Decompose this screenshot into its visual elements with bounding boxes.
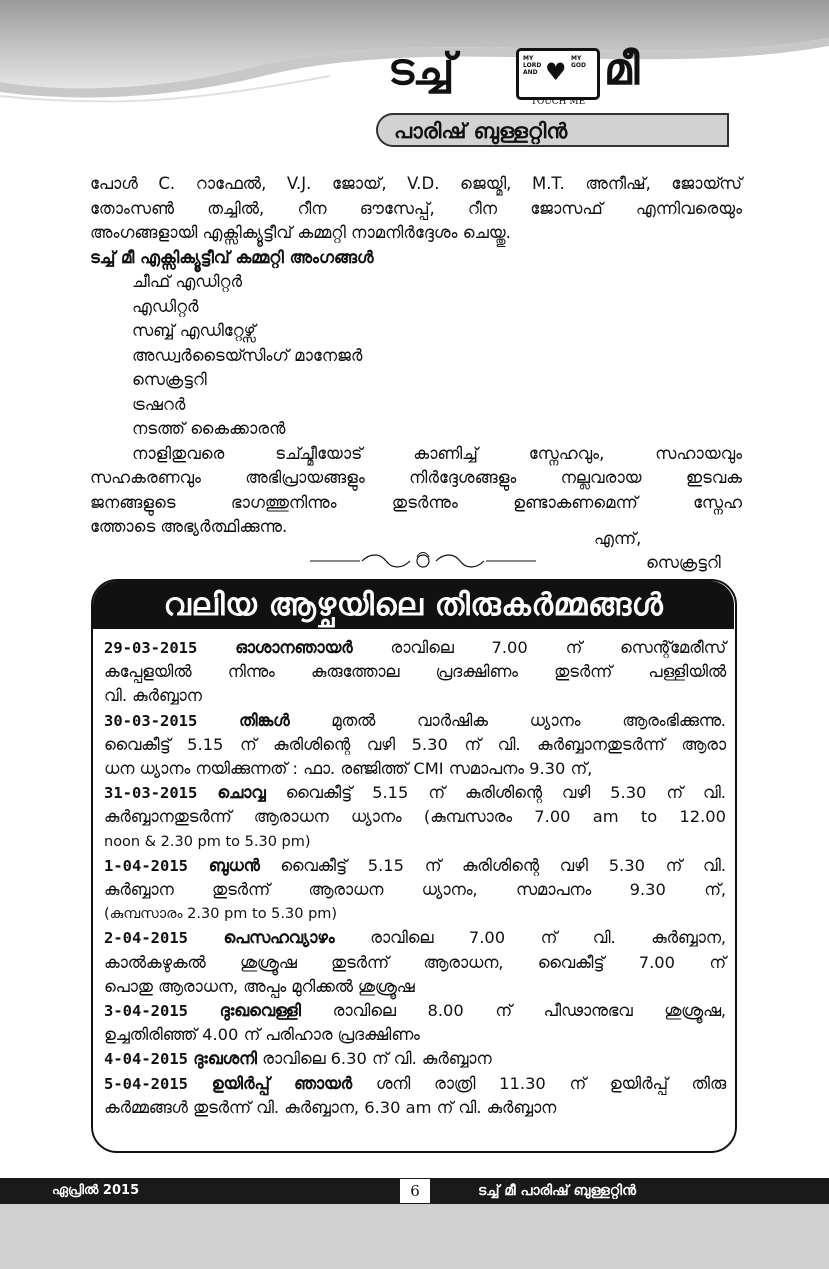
event-text: ശനി രാത്രി 11.30 ന് ഉയിർപ്പ് തിരു bbox=[375, 1073, 726, 1093]
intro-line: തോംസൺ തച്ചിൽ, റീന ഔസേപ്പ്, റീന ജോസഫ് എന്നിവരെയും bbox=[90, 198, 742, 218]
bottom-margin-band bbox=[0, 1204, 829, 1269]
logo-text-me: മീ bbox=[604, 44, 640, 95]
event-day: ദുഃഖശനി bbox=[193, 1049, 257, 1069]
role-item: ചീഫ് എഡിറ്റർ bbox=[132, 272, 243, 291]
event-line: വൈകീട്ട് 5.15 ന് കുരിശിന്റെ വഴി 5.30 ന് വി. കുർബ്ബാനതുടർന്ന് ആരാ bbox=[104, 734, 726, 754]
event-line: കുർബ്ബാന തുടർന്ന് ആരാധന ധ്യാനം, സമാപനം 9.30 ന്, bbox=[104, 880, 726, 900]
event-day: ഓശാനഞായർ bbox=[235, 638, 353, 657]
event-line: വി. കുർബ്ബാന bbox=[104, 686, 202, 706]
event-date: 30-03-2015 bbox=[104, 711, 198, 730]
committee-section bbox=[90, 172, 742, 540]
bulletin-subtitle: പാരിഷ് ബുള്ളറ്റിൻ bbox=[394, 119, 568, 143]
emblem-text-left: MY LORD AND bbox=[523, 55, 542, 76]
role-item: നടത്ത് കൈക്കാരൻ bbox=[132, 419, 286, 438]
event-line: കാൽകഴുകൽ ശുശ്രൂഷ തുടർന്ന് ആരാധന, വൈകീട്ട് 7.00 ന് bbox=[104, 952, 726, 972]
logo-text-touch: ടച്ച് bbox=[388, 44, 454, 95]
holy-week-events bbox=[104, 636, 726, 1120]
event-day: തിങ്കൾ bbox=[239, 710, 290, 730]
event-text: വൈകീട്ട് 5.15 ന് കുരിശിന്റെ വഴി 5.30 ന് വി. bbox=[280, 855, 726, 875]
event-day: പെസഹവ്യാഴം bbox=[223, 928, 335, 948]
event-line bbox=[104, 1047, 726, 1071]
event-line bbox=[104, 781, 726, 805]
thanks-line: ത്തോടെ അഭ്യർത്ഥിക്കുന്നു. bbox=[90, 517, 288, 536]
event-line: കപ്പേളയിൽ നിന്നും കുരുത്തോല പ്രദക്ഷിണം തുടർന്ന് പള്ളിയിൽ bbox=[104, 662, 726, 682]
event-line: കുർബ്ബാനതുടർന്ന് ആരാധന ധ്യാനം (കുമ്പസാരം 7.00 am to 12.00 bbox=[104, 807, 726, 827]
signoff-text: എന്ന്, bbox=[594, 529, 642, 548]
page-number: 6 bbox=[400, 1179, 430, 1203]
event-date: 31-03-2015 bbox=[104, 784, 198, 803]
role-item: എഡിറ്റർ bbox=[132, 296, 199, 316]
event-line bbox=[104, 926, 726, 950]
event-day: ഉയിർപ്പ് ഞായർ bbox=[211, 1073, 353, 1093]
event-line bbox=[104, 1072, 726, 1096]
logo-tagline: TOUCH ME bbox=[530, 97, 586, 107]
event-date: 2-04-2015 bbox=[104, 929, 188, 948]
bible-heart-emblem bbox=[516, 48, 600, 100]
event-day: ചൊവ്വ bbox=[217, 783, 266, 803]
footer-date: ഏപ്രിൽ 2015 bbox=[52, 1183, 140, 1198]
footer-publication-title: ടച്ച് മീ പാരിഷ് ബുള്ളറ്റിൻ bbox=[478, 1183, 636, 1199]
event-line: പൊതു ആരാധന, അപ്പം മുറിക്കൽ ശുശ്രൂഷ bbox=[104, 976, 415, 996]
ornament-divider bbox=[310, 551, 536, 571]
page-footer bbox=[0, 1178, 829, 1204]
event-text: രാവിലെ 6.30 ന് വി. കുർബ്ബാന bbox=[262, 1049, 492, 1069]
heart-icon: ♥ bbox=[545, 58, 567, 86]
role-item: സബ്ബ് എഡിറ്റേഴ്സ് bbox=[132, 321, 256, 340]
committee-heading: ടച്ച് മീ എക്സിക്യൂട്ടീവ് കമ്മറ്റി അംഗങ്ങൾ bbox=[90, 247, 374, 267]
thanks-line: നാളിതുവരെ ടച്ച്മീയോട് കാണിച്ച് സ്നേഹവും, സഹായവും bbox=[132, 443, 742, 463]
event-line: ഉച്ചതിരിഞ്ഞ് 4.00 ന് പരിഹാര പ്രദക്ഷിണം bbox=[104, 1025, 420, 1045]
role-item: ട്രഷറർ bbox=[132, 394, 186, 414]
event-text: രാവിലെ 7.00 ന് വി. കുർബ്ബാന, bbox=[370, 928, 727, 948]
touch-me-logo bbox=[388, 42, 688, 107]
page-header bbox=[0, 0, 829, 150]
event-line: noon & 2.30 pm to 5.30 pm) bbox=[104, 833, 311, 850]
event-day: ദുഃഖവെള്ളി bbox=[219, 1001, 301, 1021]
thanks-line: സഹകരണവും അഭിപ്രായങ്ങളും നിർദ്ദേശങ്ങളും നല്ലവരായ ഇടവക bbox=[90, 468, 742, 487]
event-text: രാവിലെ 8.00 ന് പീഢാനുഭവ ശുശ്രൂഷ, bbox=[332, 1001, 726, 1021]
holy-week-title: വലിയ ആഴ്ചയിലെ തിരുകർമ്മങ്ങൾ bbox=[163, 587, 664, 623]
holy-week-title-bar bbox=[93, 581, 734, 629]
event-line bbox=[104, 999, 726, 1023]
event-date: 1-04-2015 bbox=[104, 856, 188, 875]
thanks-line: ജനങ്ങളുടെ ഭാഗത്തുനിന്നും തുടർന്നും ഉണ്ടാകണമെന്ന് സ്നേഹ bbox=[90, 492, 742, 512]
event-date: 5-04-2015 bbox=[104, 1074, 188, 1093]
event-date: 4-04-2015 bbox=[104, 1050, 188, 1069]
event-date: 29-03-2015 bbox=[104, 639, 198, 657]
role-item: അഡ്വർടൈയ്സിംഗ് മാനേജർ bbox=[132, 345, 363, 365]
event-text: മുതൽ വാർഷിക ധ്യാനം ആരംഭിക്കുന്നു. bbox=[331, 710, 726, 730]
event-text: വൈകീട്ട് 5.15 ന് കുരിശിന്റെ വഴി 5.30 ന് വി. bbox=[285, 783, 726, 803]
intro-line: പോൾ C. റാഫേൽ, V.J. ജോയ്, V.D. ജെയ്മി, M.T. അനീഷ്, ജോയ്സ് bbox=[90, 174, 742, 193]
event-date: 3-04-2015 bbox=[104, 1002, 188, 1021]
event-line bbox=[104, 854, 726, 878]
event-line bbox=[104, 636, 726, 660]
event-line: ധന ധ്യാനം നയിക്കുന്നത് : ഫാ. രഞ്ജിത്ത് CMI സമാപനം 9.30 ന്, bbox=[104, 759, 593, 779]
event-line bbox=[104, 709, 726, 733]
intro-line: അംഗങ്ങളായി എക്സിക്യൂട്ടീവ് കമ്മറ്റി നാമനിർദ്ദേശം ചെയ്തു. bbox=[90, 223, 511, 242]
event-text: രാവിലെ 7.00 ന് സെന്റ്മേരീസ് bbox=[390, 638, 726, 657]
bulletin-subtitle-bar bbox=[376, 113, 729, 147]
event-day: ബുധൻ bbox=[208, 855, 260, 875]
role-item: സെക്രട്ടറി bbox=[132, 370, 207, 389]
event-line: (കുമ്പസാരം 2.30 pm to 5.30 pm) bbox=[104, 906, 338, 923]
event-line: കർമ്മങ്ങൾ തുടർന്ന് വി. കുർബ്ബാന, 6.30 am ന് വി. കുർബ്ബാന bbox=[104, 1097, 557, 1117]
emblem-text-right: MY GOD bbox=[571, 55, 587, 69]
signature-text: സെക്രട്ടറി bbox=[646, 553, 721, 572]
